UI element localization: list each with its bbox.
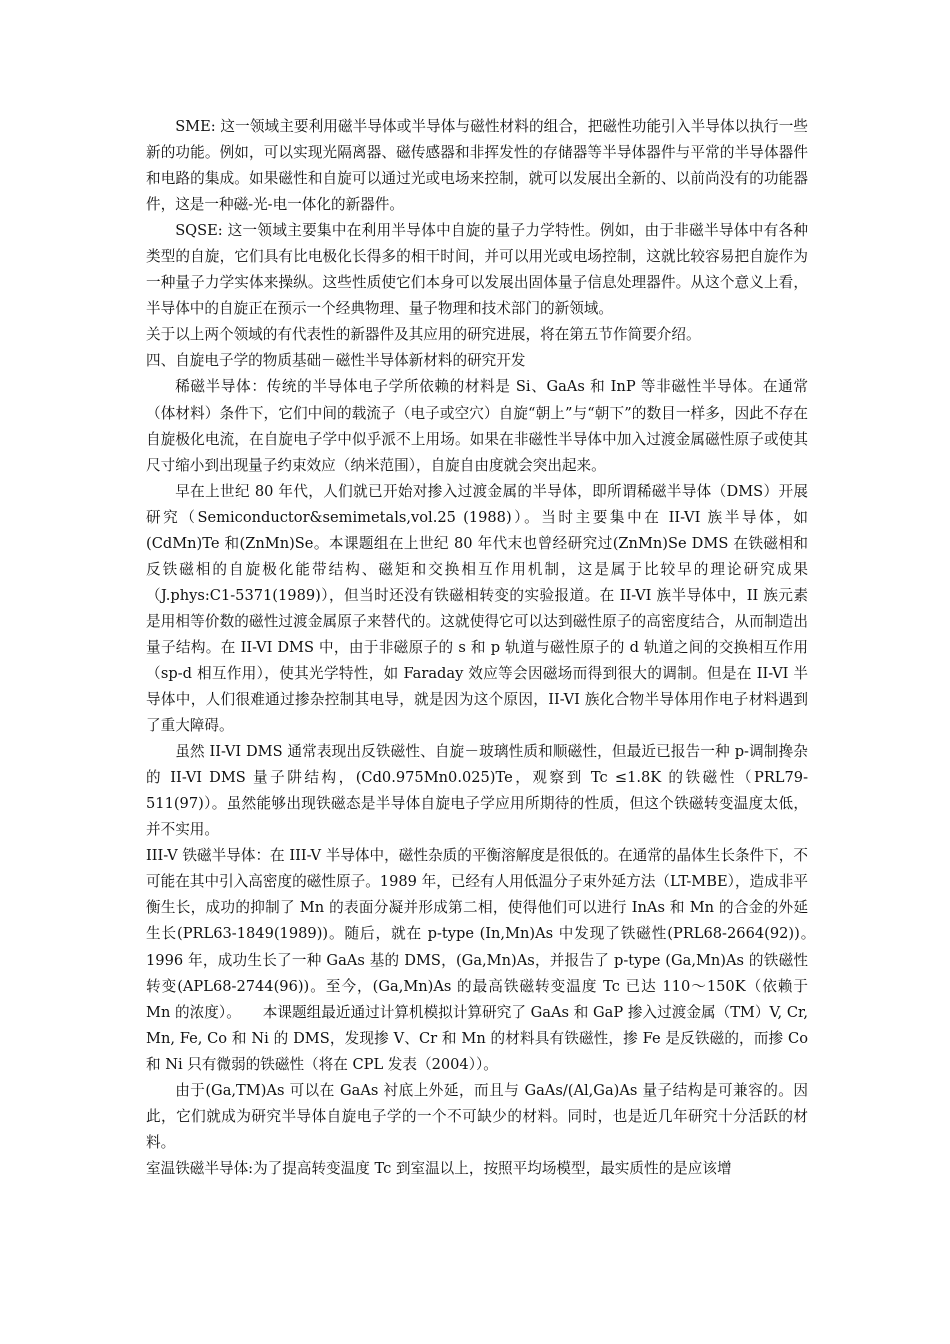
section-heading: 四、自旋电子学的物质基础－磁性半导体新材料的研究开发 [146,352,526,370]
paragraph-summary: 关于以上两个领域的有代表性的新器件及其应用的研究进展，将在第五节作简要介绍。 [146,326,701,344]
paragraph-iii-v: III-V 铁磁半导体：在 III-V 半导体中，磁性杂质的平衡溶解度是很低的。在通常的晶体生长条件下，不可能在其中引入高密度的磁性原子。1989 年，已经有人用低温分子束外延方法（LT-MBE），造成非平衡生长，成功的抑制了 Mn 的表面分凝并形成第二相，使得他们可以进行 InAs 和 Mn 的合金的外延生长(PRL63-1849(1989))。随后，就在 p-type (In,Mn)As 中发现了铁磁性(PRL68-2664(92))。 1996 年，成功生长了一种 GaAs 基的 DMS，(Ga,Mn)As，并报告了 p-type (Ga,Mn)As 的铁磁性转变(APL68-2744(96))。至今，(Ga,Mn)As 的最高铁磁转变温度 Tc 已达 110～150K（依赖于 Mn 的浓度）。 本课题组最近通过计算机模拟计算研究了 GaAs 和 GaP 掺入过渡金属（TM）V, Cr, Mn, Fe, Co 和 Ni 的 DMS，发现掺 V、Cr 和 Mn 的材料具有铁磁性，掺 Fe 是反铁磁的，而掺 Co 和 Ni 只有微弱的铁磁性（将在 CPL 发表（2004））。 [146,847,838,1073]
paragraph-dms-history: 早在上世纪 80 年代，人们就已开始对掺入过渡金属的半导体，即所谓稀磁半导体（DMS）开展研究（Semiconductor&semimetals,vol.25 (1988)）。当时主要集中在 II-VI 族半导体，如(CdMn)Te 和(ZnMn)Se。本课题组在上世纪 80 年代末也曾经研究过(ZnMn)Se DMS 在铁磁相和反铁磁相的自旋极化能带结构、磁矩和交换相互作用机制，这是属于比较早的理论研究成果（J.phys:C1-5371(1989)），但当时还没有铁磁相转变的实验报道。在 II-VI 族半导体中，II 族元素是用相等价数的磁性过渡金属原子来替代的。这就使得它可以达到磁性原子的高密度结合，从而制造出量子结构。在 II-VI DMS 中，由于非磁原子的 s 和 p 轨道与磁性原子的 d 轨道之间的交换相互作用（sp-d 相互作用），使其光学特性，如 Faraday 效应等会因磁场而得到很大的调制。但是在 II-VI 半导体中，人们很难通过掺杂控制其电导，就是因为这个原因，II-VI 族化合物半导体用作电子材料遇到了重大障碍。 [146,482,808,735]
paragraph-sqse: SQSE: 这一领域主要集中在利用半导体中自旋的量子力学特性。例如，由于非磁半导体中有各种类型的自旋，它们具有比电极化长得多的相干时间，并可以用光或电场控制，这就比较容易把自旋作为一种量子力学实体来操纵。这些性质使它们本身可以发展出固体量子信息处理器件。从这个意义上看，半导体中的自旋正在预示一个经典物理、量子物理和技术部门的新领域。 [146,222,808,318]
paragraph-ii-vi-dms: 虽然 II-VI DMS 通常表现出反铁磁性、自旋－玻璃性质和顺磁性，但最近已报告一种 p-调制搀杂的 II-VI DMS 量子阱结构，(Cd0.975Mn0.025)Te，观察到 Tc ≤1.8K 的铁磁性（PRL79-511(97)）。虽然能够出现铁磁态是半导体自旋电子学应用所期待的性质，但这个铁磁转变温度太低，并不实用。 [146,743,808,839]
document-body [146,114,838,1182]
paragraph-ga-tm-as: 由于(Ga,TM)As 可以在 GaAs 衬底上外延，而且与 GaAs/(Al,Ga)As 量子结构是可兼容的。因此，它们就成为研究半导体自旋电子学的一个不可缺少的材料。同时，也是近几年研究十分活跃的材料。 [146,1081,808,1151]
paragraph-room-temp: 室温铁磁半导体:为了提高转变温度 Tc 到室温以上，按照平均场模型，最实质性的是应该增 [146,1159,732,1177]
paragraph-dilute-magnetic: 稀磁半导体：传统的半导体电子学所依赖的材料是 Si、GaAs 和 InP 等非磁性半导体。在通常（体材料）条件下，它们中间的载流子（电子或空穴）自旋“朝上”与“朝下”的数目一样多，因此不存在自旋极化电流，在自旋电子学中似乎派不上用场。如果在非磁性半导体中加入过渡金属磁性原子或使其尺寸缩小到出现量子约束效应（纳米范围），自旋自由度就会突出起来。 [146,378,808,474]
paragraph-sme: SME: 这一领域主要利用磁半导体或半导体与磁性材料的组合，把磁性功能引入半导体以执行一些新的功能。例如，可以实现光隔离器、磁传感器和非挥发性的存储器等半导体器件与平常的半导体器件和电路的集成。如果磁性和自旋可以通过光或电场来控制，就可以发展出全新的、以前尚没有的功能器件，这是一种磁-光-电一体化的新器件。 [146,118,808,214]
